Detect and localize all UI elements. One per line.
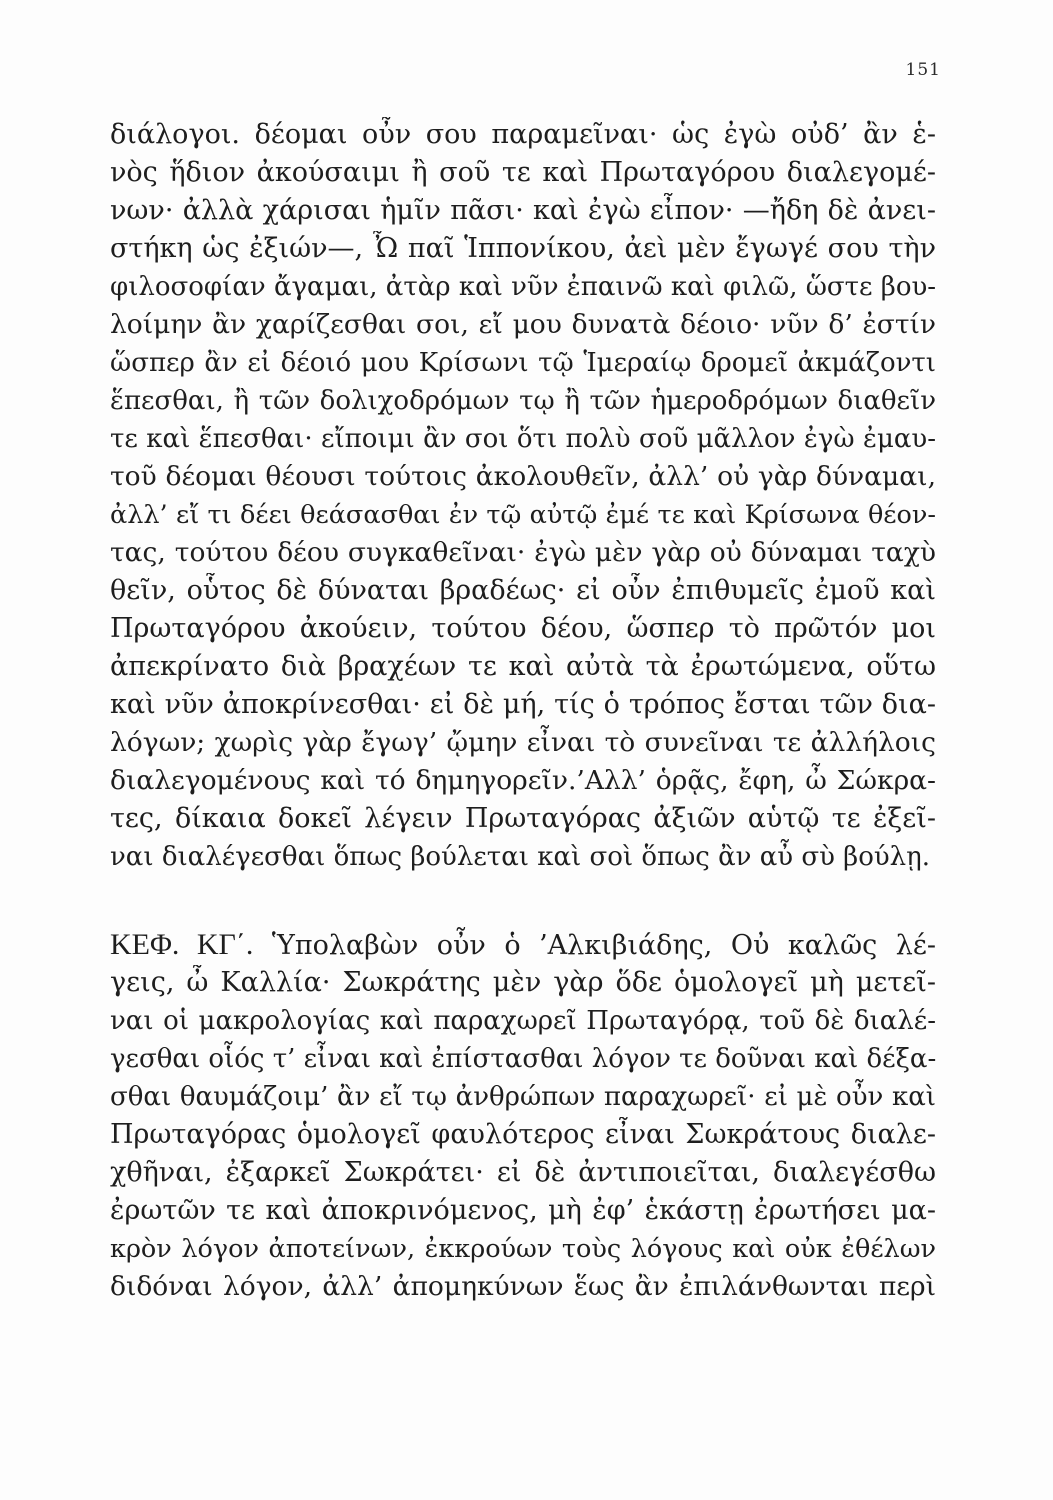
text-line: ἐρωτῶν τε καὶ ἀποκρινόμενος, μὴ ἐφ’ ἑκάστῃ ἐρωτήσει μα-	[110, 1195, 936, 1226]
text-line: τοῦ δέομαι θέουσι τούτοις ἀκολουθεῖν, ἀλλ’ οὐ γὰρ δύναμαι,	[110, 461, 936, 492]
text-line: Πρωταγόρας ὁμολογεῖ φαυλότερος εἶναι Σωκράτους διαλε-	[110, 1119, 936, 1150]
text-line: στήκη ὡς ἐξιών—, Ὦ παῖ Ἱππονίκου, ἀεὶ μὲν ἔγωγέ σου τὴν	[110, 233, 936, 264]
text-line: ναι διαλέγεσθαι ὅπως βούλεται καὶ σοὶ ὅπως ἂν αὖ σὺ βούλῃ.	[110, 842, 930, 872]
text-line	[110, 927, 936, 965]
text-line: διαλεγομένους καὶ τό δημηγορεῖν.’Αλλ’ ὁρᾷς, ἔφη, ὦ Σώκρα-	[110, 765, 936, 796]
text-line: ναι οἱ μακρολογίας καὶ παραχωρεῖ Πρωταγόρᾳ, τοῦ δὲ διαλέ-	[110, 1006, 936, 1036]
text-line: ὥσπερ ἂν εἰ δέοιό μου Κρίσωνι τῷ Ἱμεραίῳ δρομεῖ ἀκμάζοντι	[110, 348, 936, 378]
page-number: 151	[905, 60, 941, 80]
text-line: ἀπεκρίνατο διὰ βραχέων τε καὶ αὐτὰ τὰ ἐρωτώμενα, οὕτω	[110, 651, 936, 682]
text-line: θεῖν, οὗτος δὲ δύναται βραδέως· εἰ οὖν ἐπιθυμεῖς ἐμοῦ καὶ	[110, 575, 936, 606]
text-line: γεις, ὦ Καλλία· Σωκράτης μὲν γὰρ ὅδε ὁμολογεῖ μὴ μετεῖ-	[110, 967, 936, 998]
text-line: διδόναι λόγον, ἀλλ’ ἀπομηκύνων ἕως ἂν ἐπιλάνθωνται περὶ	[110, 1271, 936, 1302]
text-line: λοίμην ἂν χαρίζεσθαι σοι, εἴ μου δυνατὰ δέοιο· νῦν δ’ ἐστίν	[110, 309, 936, 340]
text-line-rest: Ὑπολαβὼν οὖν ὁ ’Αλκιβιάδης, Οὐ καλῶς λέ-	[271, 930, 936, 961]
text-line: νων· ἀλλὰ χάρισαι ἡμῖν πᾶσι· καὶ ἐγὼ εἶπον· —ἤδη δὲ ἀνει-	[110, 195, 936, 226]
text-line: σθαι θαυμάζοιμ’ ἂν εἴ τῳ ἀνθρώπων παραχωρεῖ· εἰ μὲ οὖν καὶ	[110, 1082, 936, 1112]
text-line: κρὸν λόγον ἀποτείνων, ἐκκρούων τοὺς λόγους καὶ οὐκ ἐθέλων	[110, 1234, 936, 1264]
text-line: καὶ νῦν ἀποκρίνεσθαι· εἰ δὲ μή, τίς ὁ τρόπος ἔσται τῶν δια-	[110, 689, 936, 720]
text-line: τες, δίκαια δοκεῖ λέγειν Πρωταγόρας ἀξιῶν αὑτῷ τε ἐξεῖ-	[110, 803, 936, 834]
text-line: φιλοσοφίαν ἄγαμαι, ἀτὰρ καὶ νῦν ἐπαινῶ καὶ φιλῶ, ὥστε βου-	[110, 272, 936, 302]
text-line	[110, 1307, 936, 1345]
chapter-heading: ΚΕΦ. ΚΓ΄.	[110, 928, 254, 961]
text-line: ἕπεσθαι, ἢ τῶν δολιχοδρόμων τῳ ἢ τῶν ἡμεροδρόμων διαθεῖν	[110, 386, 936, 416]
text-line: νὸς ἥδιον ἀκούσαιμι ἢ σοῦ τε καὶ Πρωταγόρου διαλεγομέ-	[110, 157, 936, 188]
text-line: λόγων; χωρὶς γὰρ ἔγωγ’ ᾤμην εἶναι τὸ συνεῖναι τε ἀλλήλοις	[110, 727, 936, 758]
text-line: ἀλλ’ εἴ τι δέει θεάσασθαι ἐν τῷ αὐτῷ ἐμέ τε καὶ Κρίσωνα θέον-	[110, 500, 936, 530]
text-line: τε καὶ ἕπεσθαι· εἴποιμι ἂν σοι ὅτι πολὺ σοῦ μᾶλλον ἐγὼ ἐμαυ-	[110, 424, 936, 454]
text-line: γεσθαι οἷός τ’ εἶναι καὶ ἐπίστασθαι λόγον τε δοῦναι καὶ δέξα-	[110, 1044, 936, 1074]
text-line: χθῆναι, ἐξαρκεῖ Σωκράτει· εἰ δὲ ἀντιποιεῖται, διαλεγέσθω	[110, 1157, 936, 1188]
text-line: διάλογοι. δέομαι οὖν σου παραμεῖναι· ὡς ἐγὼ οὐδ’ ἂν ἑ-	[110, 119, 936, 150]
text-line: τας, τούτου δέου συγκαθεῖναι· ἐγὼ μὲν γὰρ οὐ δύναμαι ταχὺ	[110, 537, 936, 568]
text-line: Πρωταγόρου ἀκούειν, τούτου δέου, ὥσπερ τὸ πρῶτόν μοι	[110, 613, 936, 644]
